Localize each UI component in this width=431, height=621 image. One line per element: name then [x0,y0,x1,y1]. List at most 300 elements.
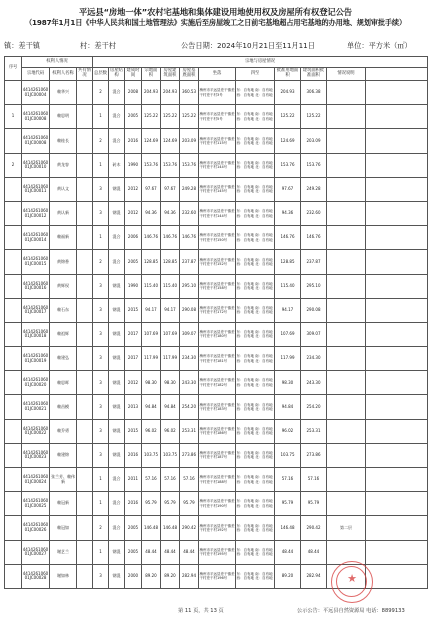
cell-remark [327,105,366,129]
announcement-date: 公告日期：2024年10月21日至11月11日 [181,41,315,50]
cell-approved-house: 232.60 [301,201,327,225]
cell-code: 441426106001JC00020 [22,371,50,395]
header-approved-house: 建筑面积批准面积 [301,68,327,81]
cell-seq [5,81,22,105]
cell-structure: 砖木 [109,153,125,177]
cell-footprint: 282.94 [180,564,199,588]
cell-floors: 3 [93,443,109,467]
cell-code: 441426106001JC00021 [22,395,50,419]
cell-code: 441426106001JC00008 [22,105,50,129]
cell-house-area: 204.93 [161,81,180,105]
cell-floors: 3 [93,201,109,225]
cell-seq: 1 [5,105,22,129]
cell-remark [327,322,366,346]
cell-filler [366,443,428,467]
cell-structure: 混合 [109,226,125,250]
header-footprint: 房屋基底面积 [180,68,199,81]
cell-co-owned [77,322,93,346]
cell-land-area: 128.85 [142,250,161,274]
cell-filler [366,395,428,419]
cell-year: 2006 [125,226,142,250]
cell-remark [327,371,366,395]
cell-location: 梅州市平远县差干镇差干村差干村152号 [199,250,236,274]
cell-land-area: 146.76 [142,226,161,250]
cell-approved-land: 94.36 [275,201,301,225]
cell-boundary: 东：自有地 南：自有地 西：自有地 北：自有地 [236,468,275,492]
cell-co-owned [77,177,93,201]
cell-filler [366,81,428,105]
cell-boundary: 东：自有地 南：自有地 西：自有地 北：自有地 [236,443,275,467]
cell-boundary: 东：自有地 南：自有地 西：自有地 北：自有地 [236,540,275,564]
cell-house-area: 94.36 [161,201,180,225]
cell-approved-land: 117.99 [275,347,301,371]
cell-owner: 赖桂长 [50,129,77,153]
cell-owner: 赖建锦 [50,443,77,467]
cell-owner: 谢艺兰 [50,540,77,564]
cell-land-area: 89.20 [142,564,161,588]
cell-year: 2012 [125,371,142,395]
unit-label: 单位：平方米（㎡） [347,41,412,50]
cell-remark [327,492,366,516]
cell-boundary: 东：自有地 南：自有地 西：自有地 北：自有地 [236,371,275,395]
cell-footprint: 273.86 [180,443,199,467]
cell-filler [366,250,428,274]
cell-approved-house: 146.76 [301,226,327,250]
cell-house-area: 94.84 [161,395,180,419]
cell-co-owned [77,564,93,588]
cell-land-area: 94.36 [142,201,161,225]
header-structure: 房屋结构 [109,68,125,81]
cell-structure: 混合 [109,129,125,153]
cell-floors: 3 [93,395,109,419]
cell-land-area: 95.79 [142,492,161,516]
cell-filler [366,105,428,129]
cell-seq [5,322,22,346]
cell-house-area: 115.40 [161,274,180,298]
cell-house-area: 125.22 [161,105,180,129]
cell-remark: 第二层 [327,516,366,540]
cell-seq [5,395,22,419]
cell-approved-house: 234.30 [301,347,327,371]
table-subheader-row [5,68,428,81]
cell-structure: 钢混 [109,274,125,298]
cell-house-area: 153.76 [161,153,180,177]
cell-land-area: 117.99 [142,347,161,371]
cell-filler [366,419,428,443]
header-owner-group: 权利人情况 [22,57,93,68]
cell-code: 441426106001JC00010 [22,153,50,177]
header-year: 建成时间 [125,68,142,81]
cell-approved-house: 309.07 [301,322,327,346]
cell-filler [366,564,428,588]
cell-approved-land: 146.48 [275,516,301,540]
table-row [5,492,428,516]
cell-year: 2012 [125,201,142,225]
cell-floors: 1 [93,468,109,492]
cell-footprint: 254.20 [180,395,199,419]
cell-year: 2017 [125,322,142,346]
cell-footprint: 253.31 [180,419,199,443]
table-row [5,250,428,274]
cell-floors: 1 [93,540,109,564]
cell-seq [5,371,22,395]
cell-floors: 1 [93,492,109,516]
cell-structure: 混合 [109,516,125,540]
cell-boundary: 东：自有地 南：自有地 西：自有地 北：自有地 [236,81,275,105]
cell-approved-house: 243.30 [301,371,327,395]
cell-footprint: 57.16 [180,468,199,492]
cell-footprint: 290.08 [180,298,199,322]
cell-code: 441426106001JC00017 [22,298,50,322]
cell-approved-house: 253.31 [301,419,327,443]
cell-approved-house: 203.09 [301,129,327,153]
cell-remark [327,177,366,201]
cell-approved-house: 306.38 [301,81,327,105]
cell-year: 2005 [125,516,142,540]
cell-house-area: 94.17 [161,298,180,322]
cell-structure: 钢混 [109,347,125,371]
cell-owner: 谢如林 [50,564,77,588]
cell-floors: 3 [93,322,109,346]
cell-structure: 混合 [109,250,125,274]
cell-seq [5,226,22,250]
cell-house-area: 117.99 [161,347,180,371]
cell-land-area: 98.30 [142,371,161,395]
cell-approved-land: 107.69 [275,322,301,346]
cell-remark [327,129,366,153]
cell-code: 441426106001JC00023 [22,443,50,467]
cell-code: 441426106001JC00014 [22,226,50,250]
cell-approved-land: 94.17 [275,298,301,322]
cell-land-area: 57.16 [142,468,161,492]
cell-year: 2013 [125,395,142,419]
cell-owner: 赖石东 [50,298,77,322]
official-seal [331,561,373,603]
cell-co-owned [77,81,93,105]
cell-year: 2016 [125,492,142,516]
cell-seq [5,129,22,153]
cell-remark [327,153,366,177]
cell-code: 441426106001JC00008 [22,129,50,153]
cell-boundary: 东：自有地 南：自有地 西：自有地 北：自有地 [236,347,275,371]
contact-info: 公示公告：平远县自然资源局 电话：8899133 [297,608,405,614]
cell-footprint: 243.30 [180,371,199,395]
cell-code: 441426106001JC00028 [22,564,50,588]
table-row [5,274,428,298]
table-row [5,419,428,443]
cell-footprint: 95.79 [180,492,199,516]
cell-filler [366,298,428,322]
cell-year: 2012 [125,177,142,201]
header-owner: 权利人名称 [50,68,77,81]
cell-approved-house: 295.10 [301,274,327,298]
cell-location: 梅州市平远县差干镇差干村差干村196号 [199,564,236,588]
cell-filler [366,492,428,516]
cell-co-owned [77,492,93,516]
cell-approved-land: 89.20 [275,564,301,588]
cell-co-owned [77,250,93,274]
cell-code: 441426106001JC00027 [22,540,50,564]
cell-location: 梅州市平远县差干镇差干村差干村5号 [199,105,236,129]
cell-owner: 赖建弘 [50,347,77,371]
cell-house-area: 89.20 [161,564,180,588]
cell-year: 2016 [125,443,142,467]
cell-house-area: 128.85 [161,250,180,274]
cell-remark [327,419,366,443]
cell-approved-land: 115.40 [275,274,301,298]
cell-seq [5,177,22,201]
cell-boundary: 东：自有地 南：自有地 西：自有地 北：自有地 [236,564,275,588]
header-seq: 序号 [5,57,22,81]
cell-boundary: 东：自有地 南：自有地 西：自有地 北：自有地 [236,419,275,443]
cell-boundary: 东：自有地 南：自有地 西：自有地 北：自有地 [236,492,275,516]
cell-house-area: 124.69 [161,129,180,153]
cell-co-owned [77,298,93,322]
cell-approved-land: 57.16 [275,468,301,492]
cell-location: 梅州市平远县差干镇差干村差干村115号 [199,129,236,153]
cell-co-owned [77,274,93,298]
cell-co-owned [77,468,93,492]
cell-code: 441426106001JC00025 [22,492,50,516]
cell-remark [327,395,366,419]
cell-approved-house: 282.94 [301,564,327,588]
cell-seq [5,516,22,540]
cell-structure: 钢混 [109,201,125,225]
cell-filler [366,371,428,395]
cell-remark [327,468,366,492]
cell-filler [366,468,428,492]
table-body [5,81,428,589]
cell-approved-house: 57.16 [301,468,327,492]
cell-footprint: 249.28 [180,177,199,201]
cell-house-area: 103.75 [161,443,180,467]
cell-location: 梅州市平远县差干镇差干村差干村192号 [199,516,236,540]
cell-footprint: 360.53 [180,81,199,105]
cell-approved-house: 237.87 [301,250,327,274]
cell-seq [5,201,22,225]
cell-code: 441426106001JC00022 [22,419,50,443]
header-floors: 总层数 [93,68,109,81]
header-approved-land: 批准用地面积 [275,68,301,81]
cell-code: 441426106001JC00019 [22,347,50,371]
cell-boundary: 东：自有地 南：自有地 西：自有地 北：自有地 [236,250,275,274]
cell-code: 441426106001JC00026 [22,516,50,540]
cell-land-area: 124.69 [142,129,161,153]
table-row [5,540,428,564]
cell-code: 441426106001JC00011 [22,177,50,201]
cell-floors: 1 [93,105,109,129]
cell-structure: 钢混 [109,177,125,201]
cell-structure: 混合 [109,105,125,129]
cell-land-area: 94.84 [142,395,161,419]
cell-land-area: 48.44 [142,540,161,564]
cell-floors: 3 [93,419,109,443]
cell-house-area: 98.30 [161,371,180,395]
cell-footprint: 232.60 [180,201,199,225]
cell-remark [327,347,366,371]
cell-seq [5,443,22,467]
cell-house-area: 96.02 [161,419,180,443]
cell-land-area: 204.93 [142,81,161,105]
cell-location: 梅州市平远县差干镇差干村差干村172号 [199,298,236,322]
cell-co-owned [77,540,93,564]
cell-boundary: 东：自有地 南：自有地 西：自有地 北：自有地 [236,177,275,201]
cell-approved-house: 125.22 [301,105,327,129]
cell-house-area: 146.48 [161,516,180,540]
table-row [5,177,428,201]
cell-floors: 3 [93,347,109,371]
cell-co-owned [77,105,93,129]
table-row [5,81,428,105]
cell-seq [5,419,22,443]
cell-filler [366,129,428,153]
cell-owner: 黄锦香 [50,250,77,274]
cell-approved-land: 153.76 [275,153,301,177]
table-row [5,201,428,225]
cell-year: 2005 [125,250,142,274]
cell-floors: 2 [93,81,109,105]
cell-year: 2015 [125,419,142,443]
cell-year: 2005 [125,105,142,129]
cell-land-area: 97.67 [142,177,161,201]
cell-co-owned [77,371,93,395]
town-label: 镇：差干镇 [4,41,40,50]
cell-location: 梅州市平远县差干镇差干村差干村145号 [199,177,236,201]
cell-seq [5,347,22,371]
cell-filler [366,226,428,250]
cell-boundary: 东：自有地 南：自有地 西：自有地 北：自有地 [236,201,275,225]
cell-approved-land: 97.67 [275,177,301,201]
cell-structure: 钢混 [109,419,125,443]
cell-location: 梅州市平远县差干镇差干村差干村180号 [199,322,236,346]
cell-owner: 赖昌模 [50,395,77,419]
village-label: 村：差干村 [80,41,116,50]
cell-approved-house: 249.28 [301,177,327,201]
header-land-group: 宗地与房屋情况 [93,57,428,68]
cell-approved-land: 96.02 [275,419,301,443]
cell-seq: 2 [5,153,22,177]
cell-filler [366,274,428,298]
cell-footprint: 146.76 [180,226,199,250]
cell-footprint: 309.07 [180,322,199,346]
cell-co-owned [77,129,93,153]
cell-owner: 黄龙容 [50,153,77,177]
cell-co-owned [77,201,93,225]
cell-land-area: 96.02 [142,419,161,443]
table-row [5,371,428,395]
cell-owner: 赖华兴 [50,81,77,105]
cell-footprint: 153.76 [180,153,199,177]
cell-year: 2005 [125,540,142,564]
cell-owner: 赖思明 [50,105,77,129]
cell-owner: 黄认新 [50,201,77,225]
cell-code: 441426106001JC00016 [22,274,50,298]
cell-boundary: 东：自有地 南：自有地 西：自有地 北：自有地 [236,274,275,298]
cell-footprint: 48.44 [180,540,199,564]
cell-approved-house: 95.79 [301,492,327,516]
cell-floors: 1 [93,153,109,177]
cell-boundary: 东：自有地 南：自有地 西：自有地 北：自有地 [236,153,275,177]
cell-location: 梅州市平远县差干镇差干村差干村144号 [199,153,236,177]
cell-code: 441426106001JC00018 [22,322,50,346]
cell-floors: 3 [93,274,109,298]
cell-owner: 黄认文 [50,177,77,201]
cell-floors: 3 [93,298,109,322]
header-filler [366,68,428,81]
cell-floors: 1 [93,226,109,250]
cell-boundary: 东：自有地 南：自有地 西：自有地 北：自有地 [236,129,275,153]
cell-code: 441426106001JC00024 [22,468,50,492]
cell-remark [327,201,366,225]
cell-owner: 张兰芳、赖伟新 [50,468,77,492]
table-row [5,298,428,322]
cell-location: 梅州市平远县差干镇差干村差干村158号 [199,274,236,298]
cell-approved-house: 153.76 [301,153,327,177]
cell-approved-land: 125.22 [275,105,301,129]
cell-filler [366,347,428,371]
cell-land-area: 94.17 [142,298,161,322]
cell-boundary: 东：自有地 南：自有地 西：自有地 北：自有地 [236,395,275,419]
cell-structure: 钢混 [109,540,125,564]
cell-co-owned [77,419,93,443]
cell-approved-land: 204.93 [275,81,301,105]
star-icon: ★ [347,572,357,585]
header-boundary: 四至 [236,68,275,81]
cell-structure: 钢混 [109,395,125,419]
cell-location: 梅州市平远县差干镇差干村差干村183号 [199,395,236,419]
cell-code: 441426106001JC00004 [22,81,50,105]
cell-house-area: 97.67 [161,177,180,201]
cell-floors: 2 [93,250,109,274]
cell-filler [366,153,428,177]
cell-land-area: 115.40 [142,274,161,298]
cell-structure: 钢混 [109,322,125,346]
cell-house-area: 95.79 [161,492,180,516]
cell-floors: 3 [93,564,109,588]
cell-structure: 钢混 [109,564,125,588]
cell-remark [327,81,366,105]
cell-floors: 3 [93,371,109,395]
cell-floors: 2 [93,516,109,540]
cell-boundary: 东：自有地 南：自有地 西：自有地 北：自有地 [236,298,275,322]
cell-year: 2015 [125,298,142,322]
cell-house-area: 48.44 [161,540,180,564]
cell-house-area: 146.76 [161,226,180,250]
cell-approved-house: 290.08 [301,298,327,322]
table-row [5,105,428,129]
cell-year: 1990 [125,274,142,298]
table-row [5,468,428,492]
cell-co-owned [77,516,93,540]
cell-footprint: 125.22 [180,105,199,129]
registration-table [4,56,428,589]
cell-approved-house: 290.42 [301,516,327,540]
cell-approved-house: 273.86 [301,443,327,467]
table-row [5,516,428,540]
cell-approved-land: 146.76 [275,226,301,250]
cell-co-owned [77,443,93,467]
cell-location: 梅州市平远县差干镇差干村差干村181号 [199,347,236,371]
cell-owner: 赖冠如 [50,516,77,540]
cell-year: 2017 [125,347,142,371]
cell-land-area: 103.75 [142,443,161,467]
cell-remark [327,226,366,250]
cell-seq [5,298,22,322]
cell-year: 2011 [125,468,142,492]
table-row [5,129,428,153]
cell-location: 梅州市平远县差干镇差干村差干村187号 [199,443,236,467]
table-row [5,226,428,250]
